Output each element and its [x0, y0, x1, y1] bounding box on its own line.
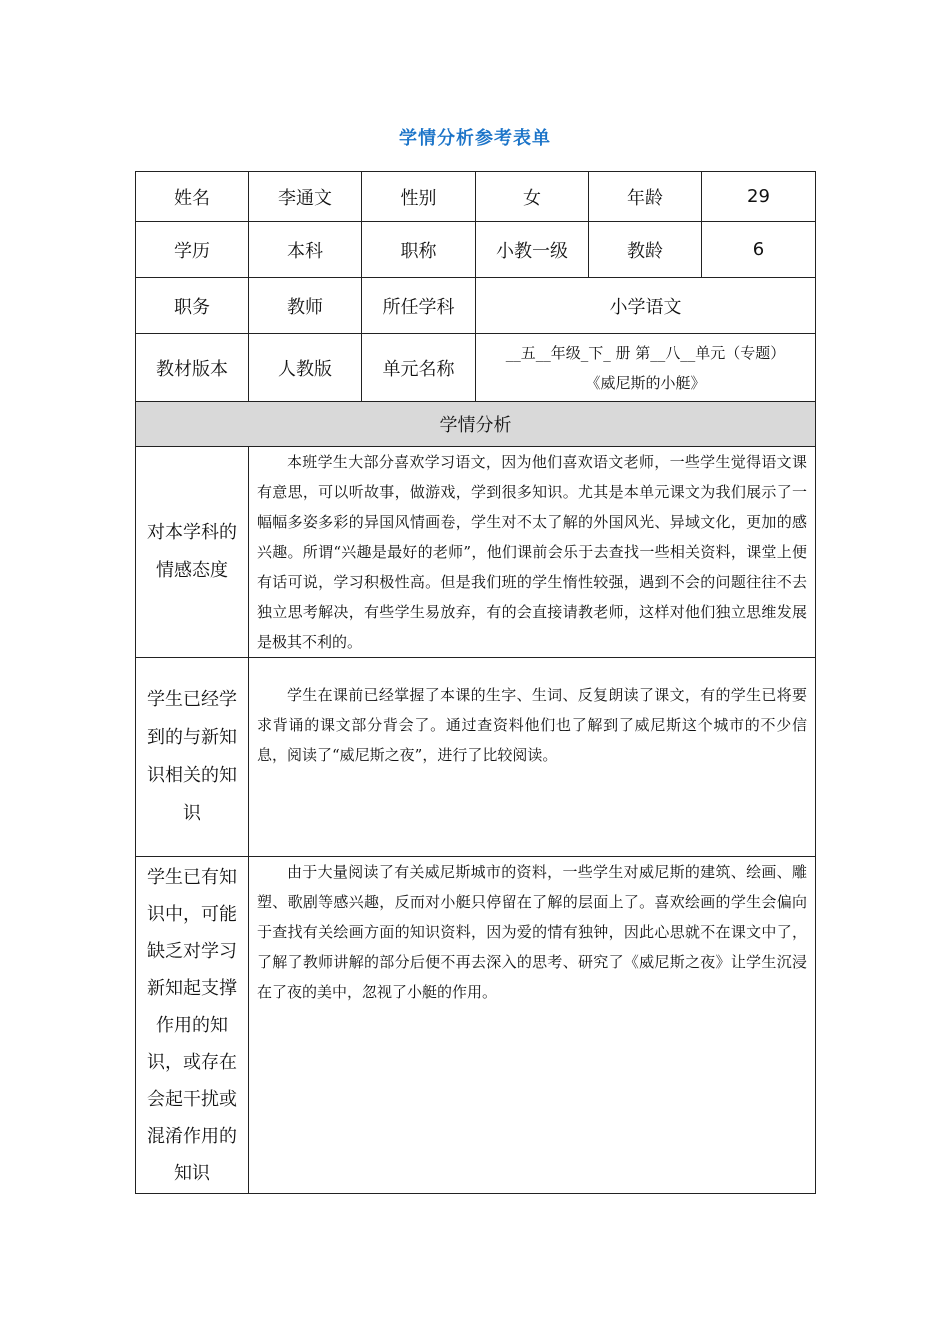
analysis-row-1 [136, 447, 816, 658]
rank-value: 小教一级 [476, 222, 589, 278]
unit-value [476, 334, 816, 402]
unit-label: 单元名称 [362, 334, 476, 402]
age-label: 年龄 [589, 172, 702, 222]
edition-label: 教材版本 [136, 334, 249, 402]
info-row-1 [136, 172, 816, 222]
gender-value: 女 [476, 172, 589, 222]
unit-line-2: 《威尼斯的小艇》 [585, 373, 706, 392]
analysis-row-2 [136, 658, 816, 857]
education-value: 本科 [249, 222, 362, 278]
name-label: 姓名 [136, 172, 249, 222]
row-text-missing-knowledge-cell [249, 857, 816, 1194]
position-value: 教师 [249, 278, 362, 334]
info-row-3 [136, 278, 816, 334]
row-text-prior-knowledge-cell [249, 658, 816, 857]
row-text-prior-knowledge: 学生在课前已经掌握了本课的生字、生词、反复朗读了课文，有的学生已将要求背诵的课文部分背会了。通过查资料他们也了解到了威尼斯这个城市的不少信息，阅读了“威尼斯之夜”，进行了比较阅读。 [257, 686, 807, 764]
years-value: 6 [702, 222, 816, 278]
gender-label: 性别 [362, 172, 476, 222]
section-title: 学情分析 [136, 402, 816, 447]
row-label-missing-knowledge: 学生已有知识中，可能缺乏对学习新知起支撑作用的知识，或存在会起干扰或混淆作用的知识 [136, 857, 249, 1194]
edition-value: 人教版 [249, 334, 362, 402]
document-title: 学情分析参考表单 [399, 128, 551, 149]
subject-value: 小学语文 [476, 278, 816, 334]
subject-label: 所任学科 [362, 278, 476, 334]
position-label: 职务 [136, 278, 249, 334]
unit-line-1: __五__年级_下_ 册 第__八__单元（专题） [505, 343, 786, 362]
row-text-attitude-cell [249, 447, 816, 658]
age-value: 29 [702, 172, 816, 222]
row-text-attitude: 本班学生大部分喜欢学习语文，因为他们喜欢语文老师，一些学生觉得语文课有意思，可以听故事，做游戏，学到很多知识。尤其是本单元课文为我们展示了一幅幅多姿多彩的异国风情画卷，学生对不太了解的外国风光、异域文化，更加的感兴趣。所谓“兴趣是最好的老师”，他们课前会乐于去查找一些相关资料，课堂上便有话可说，学习积极性高。但是我们班的学生惰性较强，遇到不会的问题往往不去独立思考解决，有些学生易放弃，有的会直接请教老师，这样对他们独立思维发展是极其不利的。 [257, 453, 807, 651]
analysis-row-3 [136, 857, 816, 1194]
years-label: 教龄 [589, 222, 702, 278]
education-label: 学历 [136, 222, 249, 278]
name-value: 李通文 [249, 172, 362, 222]
analysis-form-table [135, 171, 816, 1194]
section-header-row [136, 402, 816, 447]
info-row-4 [136, 334, 816, 402]
info-row-2 [136, 222, 816, 278]
rank-label: 职称 [362, 222, 476, 278]
row-text-missing-knowledge: 由于大量阅读了有关威尼斯城市的资料，一些学生对威尼斯的建筑、绘画、雕塑、歌剧等感兴趣，反而对小艇只停留在了解的层面上了。喜欢绘画的学生会偏向于查找有关绘画方面的知识资料，因为爱的情有独钟，因此心思就不在课文中了，了解了教师讲解的部分后便不再去深入的思考、研究了《威尼斯之夜》让学生沉浸在了夜的美中，忽视了小艇的作用。 [257, 863, 807, 1001]
row-label-prior-knowledge: 学生已经学到的与新知识相关的知识 [136, 658, 249, 857]
row-label-attitude: 对本学科的情感态度 [136, 447, 249, 658]
